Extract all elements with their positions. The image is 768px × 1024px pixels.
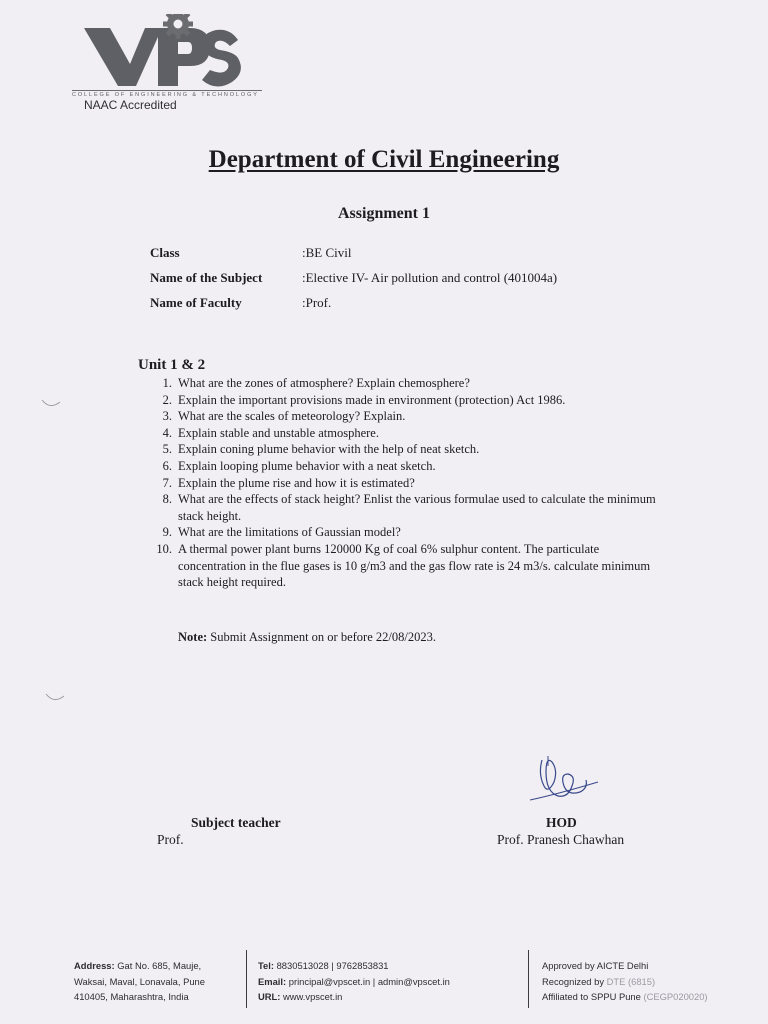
question-text: What are the scales of meteorology? Explain. bbox=[178, 409, 406, 424]
hod-name: Prof. Pranesh Chawhan bbox=[497, 832, 625, 847]
question-item bbox=[150, 441, 670, 458]
tel-label: Tel: bbox=[258, 960, 274, 971]
letterhead-footer bbox=[0, 950, 768, 1010]
question-number: 8. bbox=[162, 492, 172, 507]
question-item bbox=[150, 392, 670, 409]
subject-teacher-name: Prof. bbox=[157, 832, 184, 847]
address-line: Gat No. 685, Mauje, bbox=[114, 960, 202, 971]
footer-divider bbox=[246, 950, 247, 1008]
question-text: Explain the plume rise and how it is estimated? bbox=[178, 475, 415, 490]
meta-value: :BE Civil bbox=[302, 244, 352, 260]
question-item bbox=[150, 458, 670, 475]
question-item bbox=[150, 491, 670, 524]
question-text: A thermal power plant burns 120000 Kg of coal 6% sulphur content. The particulate concentration in the flue gases is 10 g/m3 and the gas flow rate is 24 m3/s. calculate minimum stack height required. bbox=[178, 541, 651, 590]
question-text: What are the effects of stack height? Enlist the various formulae used to calculate the minimum stack height. bbox=[178, 492, 656, 523]
unit-heading: Unit 1 & 2 bbox=[138, 357, 206, 373]
question-item bbox=[150, 375, 670, 392]
footer-approvals bbox=[542, 958, 708, 1005]
submission-note bbox=[178, 630, 436, 645]
address-line: 410405, Maharashtra, India bbox=[74, 991, 189, 1002]
subject-teacher-title: Subject teacher bbox=[191, 815, 281, 830]
hod-signature bbox=[528, 752, 608, 808]
punch-hole-mark bbox=[44, 690, 66, 704]
question-item bbox=[150, 475, 670, 492]
url-value: www.vpscet.in bbox=[280, 991, 343, 1002]
college-name-line: COLLEGE OF ENGINEERING & TECHNOLOGY bbox=[72, 90, 262, 98]
meta-row-class bbox=[150, 240, 557, 265]
meta-row-faculty bbox=[150, 290, 557, 315]
question-number: 4. bbox=[162, 425, 172, 440]
footer-contact bbox=[258, 958, 450, 1005]
vps-logo-mark bbox=[70, 14, 250, 92]
question-number: 3. bbox=[162, 409, 172, 424]
question-item bbox=[150, 524, 670, 541]
question-text: Explain stable and unstable atmosphere. bbox=[178, 425, 379, 440]
address-line: Waksai, Maval, Lonavala, Pune bbox=[74, 975, 205, 987]
affiliated-prefix: Affiliated to SPPU Pune bbox=[542, 991, 644, 1002]
url-label: URL: bbox=[258, 991, 281, 1002]
meta-row-subject bbox=[150, 265, 557, 290]
question-text: What are the limitations of Gaussian model? bbox=[178, 525, 401, 540]
question-number: 10. bbox=[156, 541, 172, 556]
question-item bbox=[150, 541, 670, 591]
affiliated-code: (CEGP020020) bbox=[643, 991, 708, 1002]
meta-value: :Prof. bbox=[302, 294, 332, 310]
question-list bbox=[150, 375, 670, 591]
assignment-title: Assignment 1 bbox=[337, 205, 430, 222]
note-label: Note: bbox=[178, 630, 208, 644]
meta-label: Class bbox=[150, 244, 180, 260]
punch-hole-mark bbox=[40, 396, 62, 410]
meta-value: :Elective IV- Air pollution and control (401004a) bbox=[302, 269, 558, 285]
question-number: 5. bbox=[162, 442, 172, 457]
footer-address bbox=[74, 958, 205, 1005]
question-item bbox=[150, 425, 670, 442]
recognized-code: DTE (6815) bbox=[606, 975, 656, 987]
question-text: Explain the important provisions made in environment (protection) Act 1986. bbox=[178, 392, 566, 407]
question-text: What are the zones of atmosphere? Explain chemosphere? bbox=[178, 376, 470, 390]
question-text: Explain looping plume behavior with a neat sketch. bbox=[178, 458, 436, 473]
question-item bbox=[150, 408, 670, 425]
footer-divider bbox=[528, 950, 529, 1008]
question-text: Explain coning plume behavior with the help of neat sketch. bbox=[178, 442, 480, 457]
email-label: Email: bbox=[258, 975, 287, 987]
question-number: 9. bbox=[162, 525, 172, 540]
address-label: Address: bbox=[74, 960, 115, 971]
assignment-meta bbox=[150, 240, 557, 315]
question-number: 1. bbox=[162, 376, 172, 390]
hod-title: HOD bbox=[546, 815, 577, 830]
question-number: 7. bbox=[162, 475, 172, 490]
tel-value: 8830513028 | 9762853831 bbox=[273, 960, 389, 971]
college-logo bbox=[70, 14, 270, 114]
naac-accreditation: NAAC Accredited bbox=[84, 98, 177, 112]
meta-label: Name of the Subject bbox=[150, 269, 263, 285]
meta-label: Name of Faculty bbox=[150, 294, 242, 310]
question-number: 6. bbox=[162, 458, 172, 473]
approval-line: Approved by AICTE Delhi bbox=[542, 960, 649, 971]
department-title: Department of Civil Engineering bbox=[208, 146, 560, 173]
question-number: 2. bbox=[162, 392, 172, 407]
note-text: Submit Assignment on or before 22/08/2023. bbox=[207, 630, 436, 644]
email-value: principal@vpscet.in | admin@vpscet.in bbox=[286, 975, 450, 987]
recognized-prefix: Recognized by bbox=[542, 975, 607, 987]
